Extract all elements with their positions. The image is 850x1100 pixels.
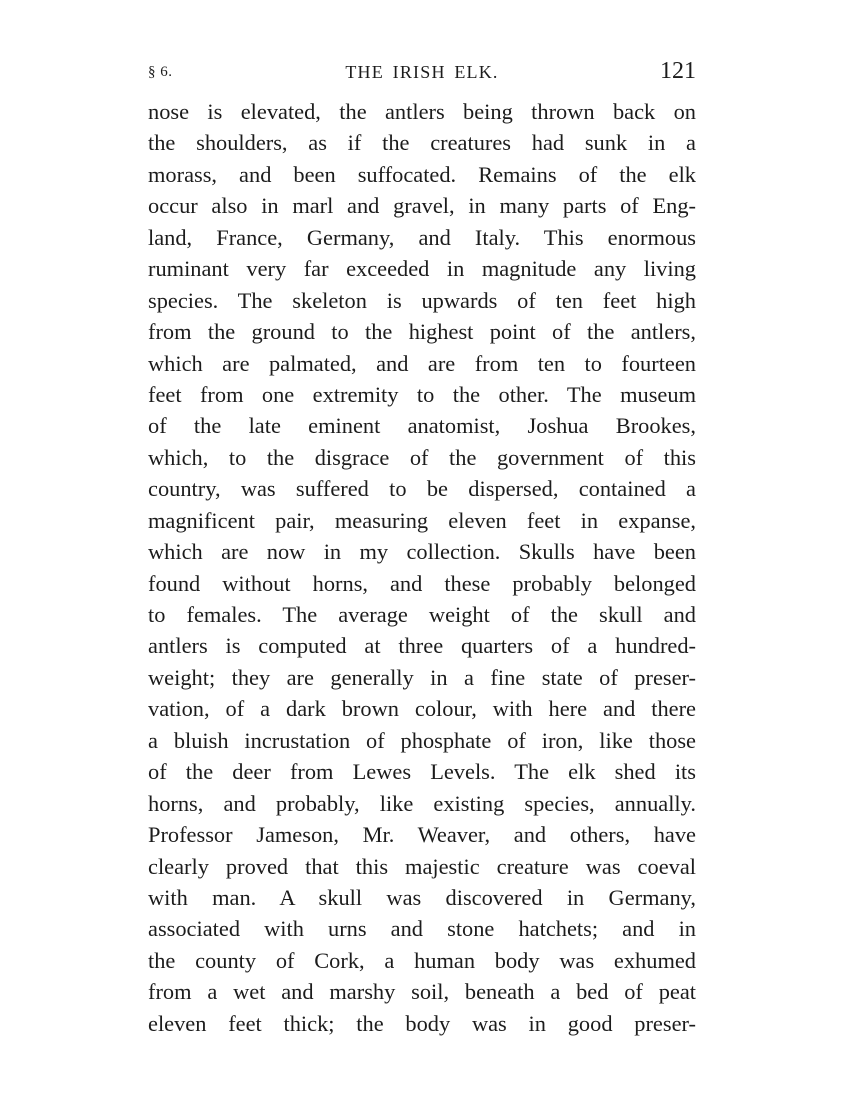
text-line: vation, of a dark brown colour, with here and there — [148, 696, 696, 722]
text-line: weight; they are generally in a fine state of preser- — [148, 664, 696, 690]
text-line: magnificent pair, measuring eleven feet in expanse, — [148, 507, 696, 533]
text-line: to females. The average weight of the skull and — [148, 602, 696, 627]
text-line: occur also in marl and gravel, in many parts of Eng- — [148, 193, 696, 219]
running-head — [148, 58, 696, 90]
text-line: clearly proved that this majestic creature was coeval — [148, 853, 696, 879]
text-line: a bluish incrustation of phosphate of iron, like those — [148, 727, 696, 753]
text-line: antlers is computed at three quarters of a hundred- — [148, 633, 696, 659]
section-number: § 6. — [148, 64, 173, 80]
text-line: morass, and been suffocated. Remains of the elk — [148, 161, 696, 187]
text-line: of the deer from Lewes Levels. The elk shed its — [148, 759, 696, 785]
text-line: which are now in my collection. Skulls have been — [148, 539, 696, 565]
text-line: land, France, Germany, and Italy. This enormous — [148, 224, 696, 250]
body-text — [148, 96, 696, 1039]
page-number: 121 — [660, 58, 696, 84]
text-line: which, to the disgrace of the government of this — [148, 444, 696, 470]
text-line: of the late eminent anatomist, Joshua Brookes, — [148, 413, 696, 439]
text-line: from a wet and marshy soil, beneath a bed of peat — [148, 979, 696, 1005]
text-line: with man. A skull was discovered in Germany, — [148, 884, 696, 910]
text-line: Professor Jameson, Mr. Weaver, and others, have — [148, 822, 696, 848]
text-line: ruminant very far exceeded in magnitude any living — [148, 256, 696, 282]
text-line: species. The skeleton is upwards of ten feet high — [148, 287, 696, 313]
text-line: eleven feet thick; the body was in good preser- — [148, 1010, 696, 1036]
text-line: which are palmated, and are from ten to fourteen — [148, 350, 696, 376]
text-line: associated with urns and stone hatchets; and in — [148, 916, 696, 942]
running-title: THE IRISH ELK. — [345, 62, 499, 82]
text-line: country, was suffered to be dispersed, contained a — [148, 476, 696, 502]
text-line: nose is elevated, the antlers being thrown back on — [148, 99, 696, 124]
text-line: the shoulders, as if the creatures had sunk in a — [148, 130, 696, 156]
text-line: horns, and probably, like existing species, annually. — [148, 790, 696, 816]
text-line: feet from one extremity to the other. The museum — [148, 381, 696, 407]
text-line: the county of Cork, a human body was exhumed — [148, 947, 696, 973]
text-line: found without horns, and these probably belonged — [148, 570, 696, 596]
text-line: from the ground to the highest point of the antlers, — [148, 319, 696, 345]
